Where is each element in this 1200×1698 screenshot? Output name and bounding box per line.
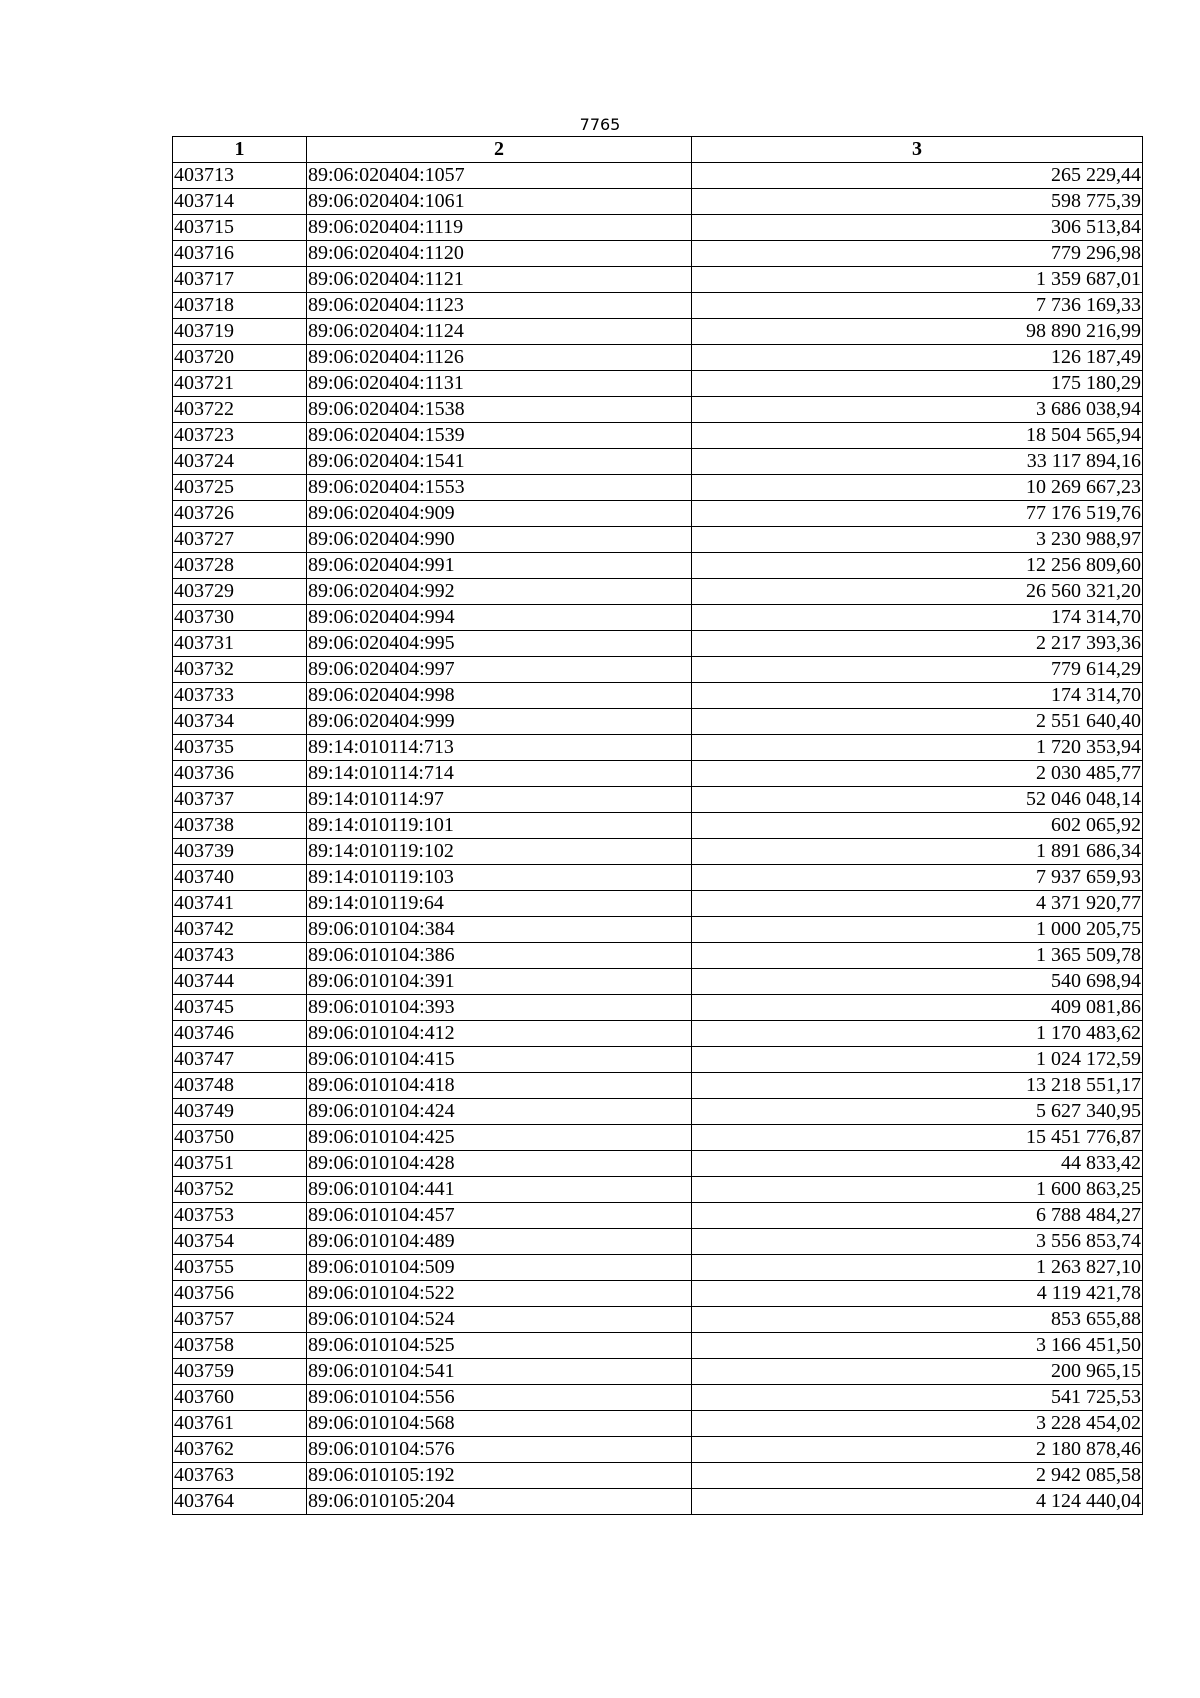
row-number-cell: 403729 <box>173 579 307 605</box>
cadastral-number-cell: 89:06:020404:998 <box>307 683 692 709</box>
cadastral-number-cell: 89:06:010104:418 <box>307 1073 692 1099</box>
row-number-cell: 403713 <box>173 163 307 189</box>
row-number-cell: 403728 <box>173 553 307 579</box>
table-row <box>173 1099 1143 1125</box>
row-number-cell: 403723 <box>173 423 307 449</box>
table-row <box>173 1437 1143 1463</box>
row-number-cell: 403727 <box>173 527 307 553</box>
table-row <box>173 761 1143 787</box>
cadastral-number-cell: 89:06:010104:424 <box>307 1099 692 1125</box>
cadastral-number-cell: 89:06:010104:522 <box>307 1281 692 1307</box>
cadastral-number-cell: 89:14:010114:714 <box>307 761 692 787</box>
cadastral-number-cell: 89:06:010104:489 <box>307 1229 692 1255</box>
value-cell: 306 513,84 <box>692 215 1143 241</box>
cadastral-number-cell: 89:06:020404:1121 <box>307 267 692 293</box>
table-row <box>173 1021 1143 1047</box>
value-cell: 779 614,29 <box>692 657 1143 683</box>
row-number-cell: 403753 <box>173 1203 307 1229</box>
value-cell: 409 081,86 <box>692 995 1143 1021</box>
cadastral-number-cell: 89:06:020404:991 <box>307 553 692 579</box>
table-row <box>173 1151 1143 1177</box>
value-cell: 12 256 809,60 <box>692 553 1143 579</box>
row-number-cell: 403737 <box>173 787 307 813</box>
value-cell: 1 263 827,10 <box>692 1255 1143 1281</box>
row-number-cell: 403735 <box>173 735 307 761</box>
row-number-cell: 403750 <box>173 1125 307 1151</box>
cadastral-number-cell: 89:06:010104:568 <box>307 1411 692 1437</box>
row-number-cell: 403732 <box>173 657 307 683</box>
cadastral-number-cell: 89:14:010119:101 <box>307 813 692 839</box>
cadastral-number-cell: 89:06:010104:391 <box>307 969 692 995</box>
table-row <box>173 1073 1143 1099</box>
value-cell: 6 788 484,27 <box>692 1203 1143 1229</box>
row-number-cell: 403720 <box>173 345 307 371</box>
table-row <box>173 1281 1143 1307</box>
row-number-cell: 403725 <box>173 475 307 501</box>
table-row <box>173 631 1143 657</box>
cadastral-number-cell: 89:06:020404:909 <box>307 501 692 527</box>
cadastral-number-cell: 89:06:010104:386 <box>307 943 692 969</box>
value-cell: 265 229,44 <box>692 163 1143 189</box>
table-row <box>173 215 1143 241</box>
cadastral-number-cell: 89:06:020404:1057 <box>307 163 692 189</box>
value-cell: 26 560 321,20 <box>692 579 1143 605</box>
row-number-cell: 403760 <box>173 1385 307 1411</box>
table-row <box>173 917 1143 943</box>
table-row <box>173 1229 1143 1255</box>
row-number-cell: 403755 <box>173 1255 307 1281</box>
cadastral-number-cell: 89:06:020404:1553 <box>307 475 692 501</box>
row-number-cell: 403715 <box>173 215 307 241</box>
cadastral-number-cell: 89:06:020404:997 <box>307 657 692 683</box>
table-row <box>173 163 1143 189</box>
value-cell: 1 359 687,01 <box>692 267 1143 293</box>
table-row <box>173 787 1143 813</box>
table-row <box>173 1411 1143 1437</box>
row-number-cell: 403751 <box>173 1151 307 1177</box>
value-cell: 1 170 483,62 <box>692 1021 1143 1047</box>
row-number-cell: 403730 <box>173 605 307 631</box>
table-row <box>173 839 1143 865</box>
cadastral-number-cell: 89:06:020404:994 <box>307 605 692 631</box>
cadastral-number-cell: 89:06:020404:1539 <box>307 423 692 449</box>
cadastral-number-cell: 89:06:020404:1123 <box>307 293 692 319</box>
row-number-cell: 403757 <box>173 1307 307 1333</box>
row-number-cell: 403747 <box>173 1047 307 1073</box>
value-cell: 3 556 853,74 <box>692 1229 1143 1255</box>
table-row <box>173 1359 1143 1385</box>
cadastral-number-cell: 89:06:020404:1538 <box>307 397 692 423</box>
cadastral-number-cell: 89:14:010119:64 <box>307 891 692 917</box>
table-row <box>173 1333 1143 1359</box>
value-cell: 3 230 988,97 <box>692 527 1143 553</box>
value-cell: 540 698,94 <box>692 969 1143 995</box>
table-header <box>173 137 1143 163</box>
cadastral-number-cell: 89:06:010104:441 <box>307 1177 692 1203</box>
table-row <box>173 735 1143 761</box>
row-number-cell: 403739 <box>173 839 307 865</box>
table-row <box>173 1125 1143 1151</box>
row-number-cell: 403722 <box>173 397 307 423</box>
row-number-cell: 403721 <box>173 371 307 397</box>
cadastral-number-cell: 89:06:020404:1120 <box>307 241 692 267</box>
value-cell: 18 504 565,94 <box>692 423 1143 449</box>
value-cell: 3 166 451,50 <box>692 1333 1143 1359</box>
cadastral-number-cell: 89:06:010104:524 <box>307 1307 692 1333</box>
value-cell: 779 296,98 <box>692 241 1143 267</box>
header-row <box>173 137 1143 163</box>
cadastral-number-cell: 89:14:010119:102 <box>307 839 692 865</box>
cadastral-number-cell: 89:06:010104:509 <box>307 1255 692 1281</box>
table-row <box>173 423 1143 449</box>
cadastral-number-cell: 89:14:010119:103 <box>307 865 692 891</box>
table-row <box>173 657 1143 683</box>
row-number-cell: 403764 <box>173 1489 307 1515</box>
value-cell: 13 218 551,17 <box>692 1073 1143 1099</box>
value-cell: 98 890 216,99 <box>692 319 1143 345</box>
table-row <box>173 293 1143 319</box>
table-row <box>173 709 1143 735</box>
value-cell: 1 891 686,34 <box>692 839 1143 865</box>
row-number-cell: 403718 <box>173 293 307 319</box>
cadastral-number-cell: 89:06:010104:384 <box>307 917 692 943</box>
value-cell: 1 024 172,59 <box>692 1047 1143 1073</box>
cadastral-number-cell: 89:06:010104:393 <box>307 995 692 1021</box>
row-number-cell: 403758 <box>173 1333 307 1359</box>
cadastral-number-cell: 89:06:010104:541 <box>307 1359 692 1385</box>
cadastral-number-cell: 89:06:020404:1061 <box>307 189 692 215</box>
value-cell: 3 686 038,94 <box>692 397 1143 423</box>
value-cell: 1 365 509,78 <box>692 943 1143 969</box>
row-number-cell: 403761 <box>173 1411 307 1437</box>
value-cell: 602 065,92 <box>692 813 1143 839</box>
table-row <box>173 1307 1143 1333</box>
cadastral-number-cell: 89:14:010114:713 <box>307 735 692 761</box>
value-cell: 1 720 353,94 <box>692 735 1143 761</box>
table-row <box>173 189 1143 215</box>
cadastral-number-cell: 89:06:020404:999 <box>307 709 692 735</box>
table-row <box>173 345 1143 371</box>
value-cell: 200 965,15 <box>692 1359 1143 1385</box>
table-row <box>173 527 1143 553</box>
cadastral-number-cell: 89:06:020404:1541 <box>307 449 692 475</box>
cadastral-number-cell: 89:06:010104:425 <box>307 1125 692 1151</box>
value-cell: 52 046 048,14 <box>692 787 1143 813</box>
value-cell: 7 937 659,93 <box>692 865 1143 891</box>
table-row <box>173 267 1143 293</box>
row-number-cell: 403740 <box>173 865 307 891</box>
cadastral-number-cell: 89:06:010104:412 <box>307 1021 692 1047</box>
row-number-cell: 403746 <box>173 1021 307 1047</box>
row-number-cell: 403756 <box>173 1281 307 1307</box>
value-cell: 175 180,29 <box>692 371 1143 397</box>
table-row <box>173 683 1143 709</box>
cadastral-number-cell: 89:06:010104:428 <box>307 1151 692 1177</box>
table-row <box>173 995 1143 1021</box>
row-number-cell: 403731 <box>173 631 307 657</box>
cadastral-number-cell: 89:06:020404:1131 <box>307 371 692 397</box>
page-number: 7765 <box>579 115 621 134</box>
cadastral-number-cell: 89:06:010104:457 <box>307 1203 692 1229</box>
row-number-cell: 403763 <box>173 1463 307 1489</box>
row-number-cell: 403719 <box>173 319 307 345</box>
value-cell: 853 655,88 <box>692 1307 1143 1333</box>
cadastral-number-cell: 89:06:010105:204 <box>307 1489 692 1515</box>
cadastral-number-cell: 89:06:010104:525 <box>307 1333 692 1359</box>
value-cell: 5 627 340,95 <box>692 1099 1143 1125</box>
cadastral-number-cell: 89:06:010105:192 <box>307 1463 692 1489</box>
value-cell: 4 124 440,04 <box>692 1489 1143 1515</box>
table-row <box>173 605 1143 631</box>
value-cell: 4 119 421,78 <box>692 1281 1143 1307</box>
value-cell: 2 030 485,77 <box>692 761 1143 787</box>
column-header-1: 1 <box>173 137 307 163</box>
table-row <box>173 475 1143 501</box>
row-number-cell: 403743 <box>173 943 307 969</box>
cadastral-number-cell: 89:06:020404:995 <box>307 631 692 657</box>
value-cell: 33 117 894,16 <box>692 449 1143 475</box>
row-number-cell: 403736 <box>173 761 307 787</box>
table-body <box>173 163 1143 1515</box>
column-header-2: 2 <box>307 137 692 163</box>
value-cell: 2 942 085,58 <box>692 1463 1143 1489</box>
table-row <box>173 1203 1143 1229</box>
cadastral-number-cell: 89:06:010104:576 <box>307 1437 692 1463</box>
row-number-cell: 403752 <box>173 1177 307 1203</box>
cadastral-number-cell: 89:06:020404:1119 <box>307 215 692 241</box>
row-number-cell: 403738 <box>173 813 307 839</box>
value-cell: 126 187,49 <box>692 345 1143 371</box>
row-number-cell: 403759 <box>173 1359 307 1385</box>
table-row <box>173 891 1143 917</box>
value-cell: 10 269 667,23 <box>692 475 1143 501</box>
cadastral-number-cell: 89:06:010104:556 <box>307 1385 692 1411</box>
table-row <box>173 371 1143 397</box>
table-row <box>173 1463 1143 1489</box>
table-row <box>173 969 1143 995</box>
value-cell: 1 000 205,75 <box>692 917 1143 943</box>
row-number-cell: 403741 <box>173 891 307 917</box>
row-number-cell: 403762 <box>173 1437 307 1463</box>
value-cell: 3 228 454,02 <box>692 1411 1143 1437</box>
cadastral-number-cell: 89:06:020404:1126 <box>307 345 692 371</box>
row-number-cell: 403744 <box>173 969 307 995</box>
value-cell: 598 775,39 <box>692 189 1143 215</box>
row-number-cell: 403734 <box>173 709 307 735</box>
value-cell: 174 314,70 <box>692 605 1143 631</box>
table-row <box>173 319 1143 345</box>
row-number-cell: 403724 <box>173 449 307 475</box>
value-cell: 1 600 863,25 <box>692 1177 1143 1203</box>
value-cell: 2 217 393,36 <box>692 631 1143 657</box>
row-number-cell: 403749 <box>173 1099 307 1125</box>
table-row <box>173 1385 1143 1411</box>
table-row <box>173 943 1143 969</box>
row-number-cell: 403742 <box>173 917 307 943</box>
table-row <box>173 553 1143 579</box>
value-cell: 44 833,42 <box>692 1151 1143 1177</box>
data-table <box>172 136 1143 1515</box>
value-cell: 7 736 169,33 <box>692 293 1143 319</box>
row-number-cell: 403726 <box>173 501 307 527</box>
table-row <box>173 501 1143 527</box>
value-cell: 541 725,53 <box>692 1385 1143 1411</box>
table-row <box>173 813 1143 839</box>
row-number-cell: 403717 <box>173 267 307 293</box>
table-row <box>173 449 1143 475</box>
row-number-cell: 403714 <box>173 189 307 215</box>
value-cell: 4 371 920,77 <box>692 891 1143 917</box>
table-row <box>173 1255 1143 1281</box>
cadastral-number-cell: 89:06:020404:1124 <box>307 319 692 345</box>
value-cell: 174 314,70 <box>692 683 1143 709</box>
cadastral-number-cell: 89:06:010104:415 <box>307 1047 692 1073</box>
table-row <box>173 1047 1143 1073</box>
row-number-cell: 403748 <box>173 1073 307 1099</box>
column-header-3: 3 <box>692 137 1143 163</box>
table-row <box>173 241 1143 267</box>
table-row <box>173 397 1143 423</box>
cadastral-number-cell: 89:14:010114:97 <box>307 787 692 813</box>
table-row <box>173 865 1143 891</box>
value-cell: 2 551 640,40 <box>692 709 1143 735</box>
row-number-cell: 403745 <box>173 995 307 1021</box>
row-number-cell: 403716 <box>173 241 307 267</box>
table-row <box>173 1489 1143 1515</box>
cadastral-number-cell: 89:06:020404:990 <box>307 527 692 553</box>
value-cell: 77 176 519,76 <box>692 501 1143 527</box>
value-cell: 15 451 776,87 <box>692 1125 1143 1151</box>
cadastral-number-cell: 89:06:020404:992 <box>307 579 692 605</box>
value-cell: 2 180 878,46 <box>692 1437 1143 1463</box>
table-row <box>173 579 1143 605</box>
row-number-cell: 403754 <box>173 1229 307 1255</box>
row-number-cell: 403733 <box>173 683 307 709</box>
table-row <box>173 1177 1143 1203</box>
